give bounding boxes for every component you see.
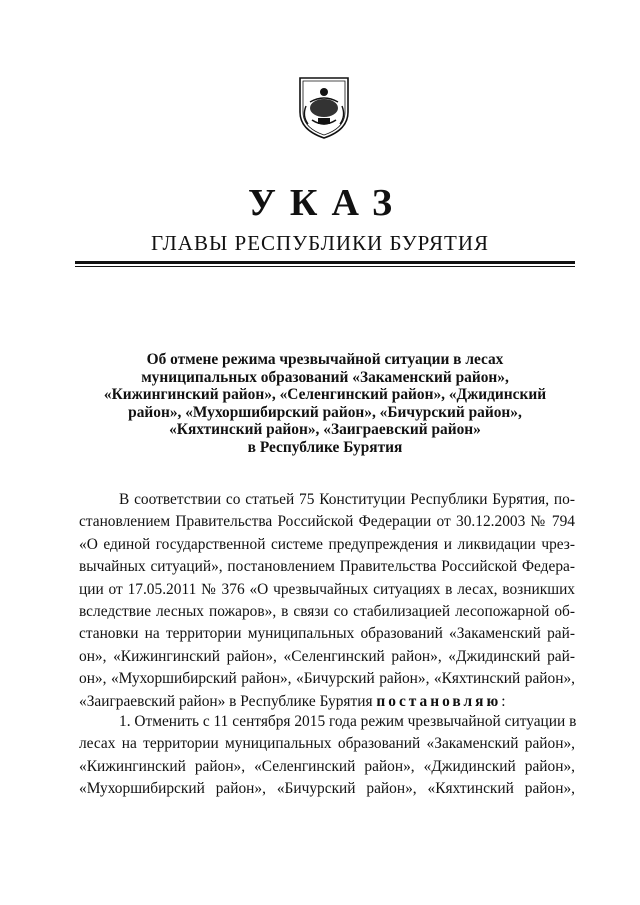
resolve-colon: : [501,692,506,710]
paragraph-line: лесах на территории муниципальных образований «Закаменский район», [79,735,575,753]
paragraph-line: В соответствии со статьей 75 Конституции Республики Бурятия, по- [119,491,575,508]
resolve-word: постановляю [376,692,502,710]
decree-title: УКАЗ [248,182,406,224]
decree-subtitle: ГЛАВЫ РЕСПУБЛИКИ БУРЯТИЯ [150,231,489,255]
coat-of-arms-icon [296,72,352,140]
paragraph-line [79,691,575,713]
decree-heading [95,351,555,457]
preamble-paragraph [79,489,575,713]
heading-line: муниципальных образований «Закаменский район», [141,368,509,386]
paragraph-line: вычайных ситуаций», постановлением Правительства Российской Федера- [79,558,575,576]
paragraph-line: становлением Правительства Российской Федерации от 30.12.2003 № 794 [79,513,575,531]
resolve-lead-text: «Заиграевский район» в Республике Бурятия [79,692,377,710]
paragraph-line: ции от 17.05.2011 № 376 «О чрезвычайных ситуациях в лесах, возникших [79,580,575,598]
heading-line: в Республике Бурятия [247,438,403,456]
paragraph-line: он», «Мухоршибирский район», «Бичурский район», «Кяхтинский район», [79,670,575,688]
header-divider-thick [75,261,575,264]
paragraph-line: «Мухоршибирский район», «Бичурский район», «Кяхтинский район», [79,780,575,798]
paragraph-line: 1. Отменить с 11 сентября 2015 года режим чрезвычайной ситуации в [119,713,577,730]
paragraph-line: он», «Кижингинский район», «Селенгинский район», «Джидинский рай- [79,647,575,665]
heading-line: «Кижингинский район», «Селенгинский район», «Джидинский [103,386,547,404]
paragraph-line: вследствие лесных пожаров», в связи со стабилизацией лесопожарной об- [79,603,575,621]
clause-1-paragraph [79,711,575,801]
paragraph-line: становки на территории муниципальных образований «Закаменский рай- [79,625,575,643]
heading-line: Об отмене режима чрезвычайной ситуации в лесах [146,351,504,368]
heading-line: «Кяхтинский район», «Заиграевский район» [169,421,481,439]
header-divider-thin [75,266,575,267]
paragraph-line: «О единой государственной системе предупреждения и ликвидации чрез- [79,535,575,553]
paragraph-line: «Кижингинский район», «Селенгинский район», «Джидинский район», [79,757,575,775]
heading-line: район», «Мухоршибирский район», «Бичурский район», [128,403,522,421]
